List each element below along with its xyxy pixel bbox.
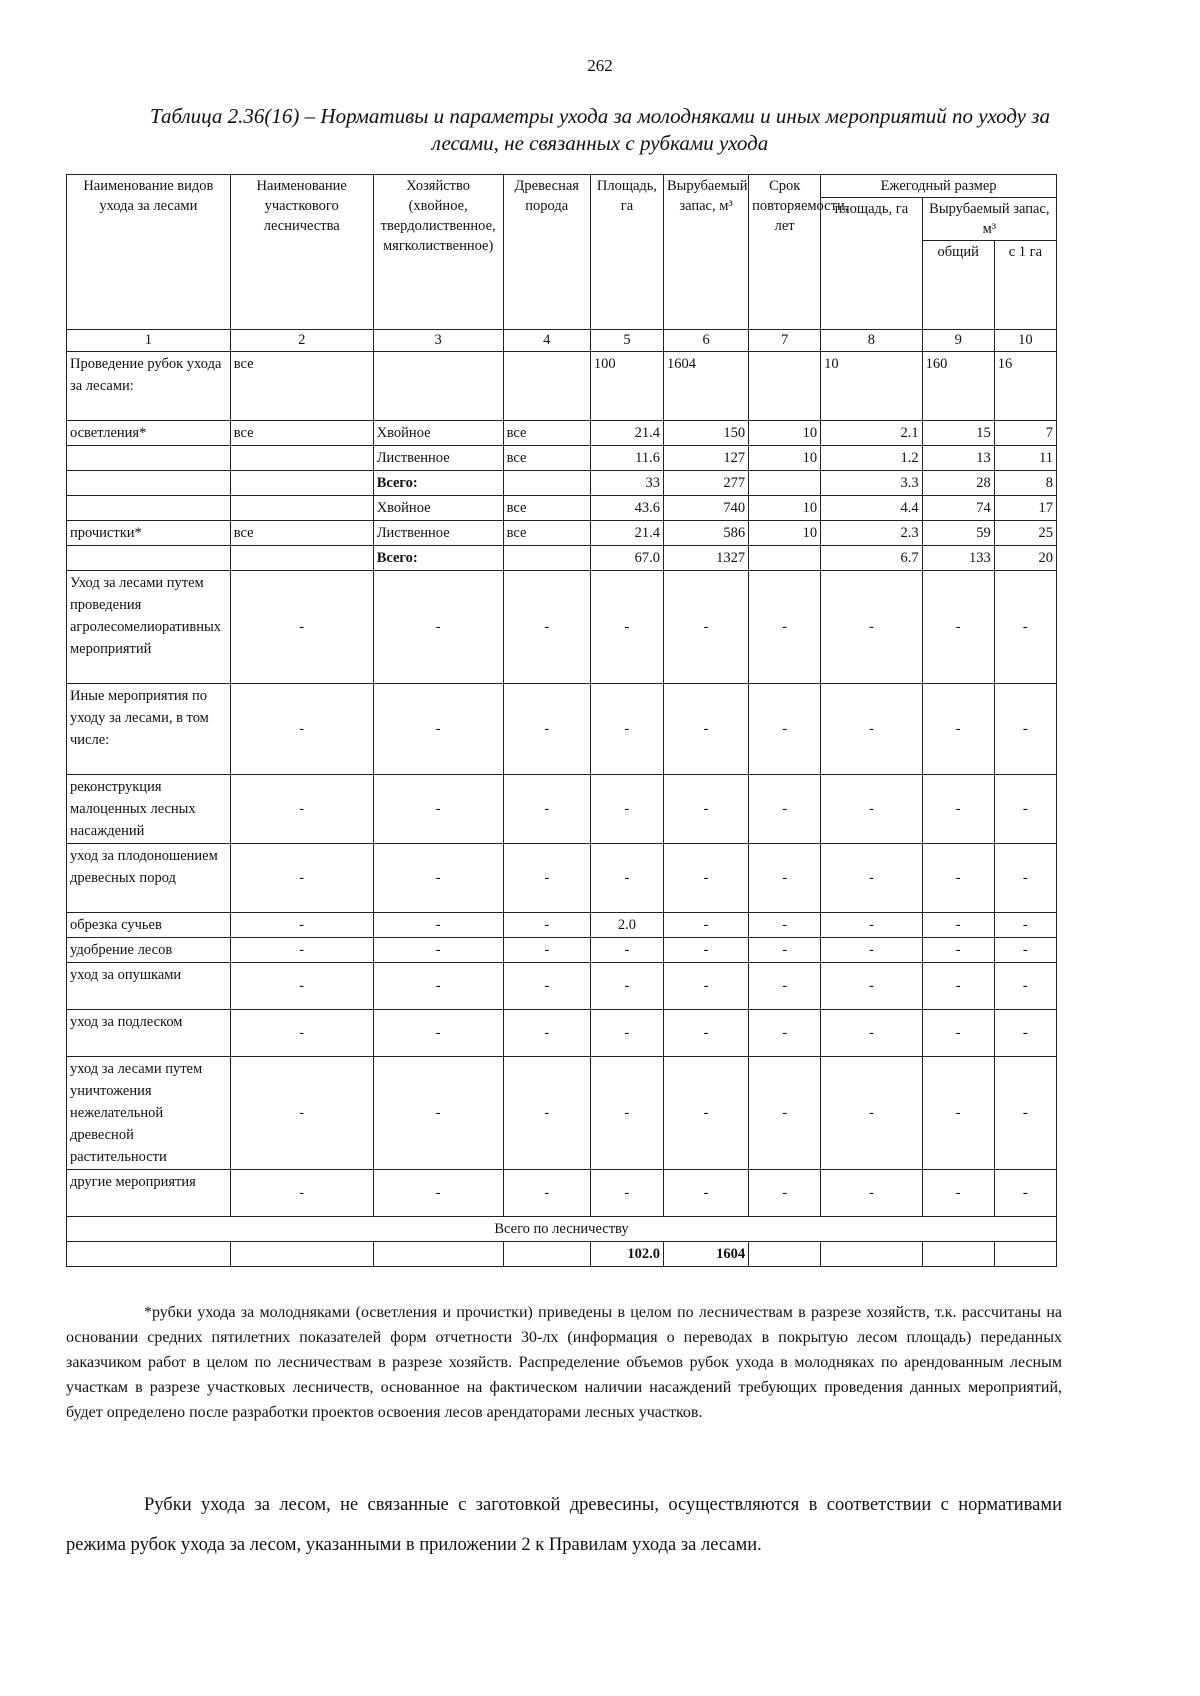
total-label: Всего по лесничеству bbox=[67, 1217, 1057, 1242]
table-cell: - bbox=[821, 1057, 923, 1170]
table-cell: 8 bbox=[994, 471, 1056, 496]
table-cell: - bbox=[373, 571, 503, 684]
table-row bbox=[67, 913, 1057, 938]
table-cell: - bbox=[230, 571, 373, 684]
row-label: уход за лесами путем уничтожения нежелательной древесной растительности bbox=[67, 1057, 231, 1170]
table-cell: 59 bbox=[922, 521, 994, 546]
table-cell bbox=[230, 446, 373, 471]
column-numbers-row bbox=[67, 330, 1057, 352]
row-label: осветления* bbox=[67, 421, 231, 446]
total-cell bbox=[994, 1242, 1056, 1267]
table-row bbox=[67, 1010, 1057, 1057]
table-cell: все bbox=[503, 521, 590, 546]
table-cell: 6.7 bbox=[821, 546, 923, 571]
table-cell: - bbox=[230, 963, 373, 1010]
total-cell bbox=[922, 1242, 994, 1267]
header-annual-size: Ежегодный размер bbox=[821, 175, 1057, 198]
table-cell: - bbox=[664, 963, 749, 1010]
table-cell: - bbox=[664, 844, 749, 913]
table-cell: 10 bbox=[749, 521, 821, 546]
table-cell: - bbox=[994, 913, 1056, 938]
column-number: 4 bbox=[503, 330, 590, 352]
table-cell: - bbox=[503, 684, 590, 775]
table-cell: - bbox=[994, 571, 1056, 684]
table-cell: - bbox=[230, 1170, 373, 1217]
row-label: Проведение рубок ухода за лесами: bbox=[67, 352, 231, 421]
table-cell: 10 bbox=[749, 446, 821, 471]
table-cell bbox=[503, 546, 590, 571]
table-cell: - bbox=[922, 775, 994, 844]
table-cell: все bbox=[503, 421, 590, 446]
table-row bbox=[67, 775, 1057, 844]
table-row bbox=[67, 571, 1057, 684]
table-cell: - bbox=[821, 684, 923, 775]
row-label: уход за плодоношением древесных пород bbox=[67, 844, 231, 913]
table-cell: - bbox=[922, 844, 994, 913]
header-economy: Хозяйство (хвойное, твердолиственное, мягколиственное) bbox=[373, 175, 503, 330]
row-label: Иные мероприятия по уходу за лесами, в том числе: bbox=[67, 684, 231, 775]
table-cell: - bbox=[994, 1010, 1056, 1057]
header-stock-per-ha: с 1 га bbox=[994, 241, 1056, 330]
row-label: удобрение лесов bbox=[67, 938, 231, 963]
table-cell: - bbox=[664, 571, 749, 684]
column-number: 3 bbox=[373, 330, 503, 352]
table-cell: - bbox=[503, 1170, 590, 1217]
table-cell: 17 bbox=[994, 496, 1056, 521]
column-number: 5 bbox=[590, 330, 663, 352]
table-cell: - bbox=[994, 963, 1056, 1010]
row-label: уход за опушками bbox=[67, 963, 231, 1010]
table-cell: - bbox=[821, 1010, 923, 1057]
table-cell: - bbox=[664, 775, 749, 844]
table-cell: 10 bbox=[749, 496, 821, 521]
table-cell: 586 bbox=[664, 521, 749, 546]
table-cell: - bbox=[503, 938, 590, 963]
table-cell: - bbox=[503, 844, 590, 913]
table-cell: - bbox=[373, 775, 503, 844]
table-cell: 43.6 bbox=[590, 496, 663, 521]
table-cell: - bbox=[922, 1057, 994, 1170]
total-cell bbox=[230, 1242, 373, 1267]
table-cell: - bbox=[821, 963, 923, 1010]
table-cell: - bbox=[590, 963, 663, 1010]
table-cell: - bbox=[994, 1057, 1056, 1170]
column-number: 2 bbox=[230, 330, 373, 352]
table-cell: - bbox=[922, 571, 994, 684]
header-species: Древесная порода bbox=[503, 175, 590, 330]
table-cell: - bbox=[922, 1010, 994, 1057]
table-cell: - bbox=[664, 913, 749, 938]
column-number: 7 bbox=[749, 330, 821, 352]
table-cell bbox=[503, 352, 590, 421]
table-row bbox=[67, 1057, 1057, 1170]
column-number: 8 bbox=[821, 330, 923, 352]
table-cell: - bbox=[590, 1010, 663, 1057]
table-cell: - bbox=[230, 775, 373, 844]
table-cell bbox=[503, 471, 590, 496]
body-paragraph: Рубки ухода за лесом, не связанные с заготовкой древесины, осуществляются в соответствии с нормативами режима рубок ухода за лесом, указанными в приложении 2 к Правилам ухода за лесами. bbox=[66, 1495, 1062, 1555]
table-cell bbox=[373, 352, 503, 421]
table-cell: все bbox=[230, 421, 373, 446]
table-cell: 1327 bbox=[664, 546, 749, 571]
table-cell: - bbox=[230, 1057, 373, 1170]
header-area: Площадь, га bbox=[590, 175, 663, 330]
table-cell: 15 bbox=[922, 421, 994, 446]
table-cell: 10 bbox=[749, 421, 821, 446]
table-cell bbox=[230, 546, 373, 571]
table-cell: 740 bbox=[664, 496, 749, 521]
table-cell bbox=[749, 352, 821, 421]
table-row bbox=[67, 521, 1057, 546]
table-cell: 277 bbox=[664, 471, 749, 496]
header-annual-area: площадь, га bbox=[821, 198, 923, 330]
table-cell: - bbox=[749, 844, 821, 913]
table-cell: 67.0 bbox=[590, 546, 663, 571]
header-repeat-period: Срок повторяемости, лет bbox=[749, 175, 821, 330]
table-cell: - bbox=[590, 938, 663, 963]
header-district: Наименование участкового лесничества bbox=[230, 175, 373, 330]
table-cell: - bbox=[922, 938, 994, 963]
table-cell: - bbox=[994, 775, 1056, 844]
table-cell: - bbox=[922, 913, 994, 938]
table-caption: Таблица 2.36(16) – Нормативы и параметры ухода за молодняками и иных мероприятий по уходу за лесами, не связанных с рубками ухода bbox=[150, 104, 1050, 155]
table-row bbox=[67, 546, 1057, 571]
table-cell: - bbox=[994, 1170, 1056, 1217]
table-cell: - bbox=[590, 844, 663, 913]
table-cell: - bbox=[230, 1010, 373, 1057]
table-cell: - bbox=[373, 1170, 503, 1217]
table-cell: все bbox=[503, 446, 590, 471]
table-cell: - bbox=[373, 1057, 503, 1170]
table-cell: - bbox=[821, 913, 923, 938]
table-cell: - bbox=[749, 938, 821, 963]
table-cell: - bbox=[994, 684, 1056, 775]
column-number: 10 bbox=[994, 330, 1056, 352]
table-cell: 10 bbox=[821, 352, 923, 421]
page-number: 262 bbox=[587, 56, 613, 75]
table-row bbox=[67, 446, 1057, 471]
table-cell: 33 bbox=[590, 471, 663, 496]
table-cell: 16 bbox=[994, 352, 1056, 421]
table-cell: - bbox=[230, 844, 373, 913]
table-cell: - bbox=[749, 963, 821, 1010]
table-cell bbox=[749, 546, 821, 571]
table-cell bbox=[230, 496, 373, 521]
table-cell: - bbox=[590, 571, 663, 684]
table-cell bbox=[230, 471, 373, 496]
table-cell: 28 bbox=[922, 471, 994, 496]
table-cell: 1604 bbox=[664, 352, 749, 421]
table-row bbox=[67, 1170, 1057, 1217]
table-cell: 21.4 bbox=[590, 421, 663, 446]
table-cell: - bbox=[503, 963, 590, 1010]
table-cell: Хвойное bbox=[373, 421, 503, 446]
table-cell: 2.0 bbox=[590, 913, 663, 938]
table-cell: - bbox=[373, 963, 503, 1010]
header-care-type: Наименование видов ухода за лесами bbox=[67, 175, 231, 330]
table-cell: - bbox=[749, 571, 821, 684]
table-cell: 74 bbox=[922, 496, 994, 521]
table-cell: - bbox=[664, 938, 749, 963]
table-cell: Лиственное bbox=[373, 446, 503, 471]
row-label bbox=[67, 496, 231, 521]
row-label: уход за подлеском bbox=[67, 1010, 231, 1057]
table-cell: 133 bbox=[922, 546, 994, 571]
table-row bbox=[67, 938, 1057, 963]
table-cell: 4.4 bbox=[821, 496, 923, 521]
total-cell bbox=[821, 1242, 923, 1267]
table-row bbox=[67, 496, 1057, 521]
table-cell: - bbox=[922, 1170, 994, 1217]
table-cell: 3.3 bbox=[821, 471, 923, 496]
table-cell: все bbox=[503, 496, 590, 521]
table-cell: - bbox=[664, 1170, 749, 1217]
table-cell: - bbox=[503, 913, 590, 938]
table-cell: 2.1 bbox=[821, 421, 923, 446]
total-cell: 102.0 bbox=[590, 1242, 663, 1267]
table-cell: - bbox=[749, 1057, 821, 1170]
total-cell bbox=[503, 1242, 590, 1267]
row-label: прочистки* bbox=[67, 521, 231, 546]
table-row bbox=[67, 352, 1057, 421]
table-cell: 25 bbox=[994, 521, 1056, 546]
row-label bbox=[67, 471, 231, 496]
row-label bbox=[67, 446, 231, 471]
table-cell: 127 bbox=[664, 446, 749, 471]
table-cell: - bbox=[821, 938, 923, 963]
column-number: 6 bbox=[664, 330, 749, 352]
row-label: обрезка сучьев bbox=[67, 913, 231, 938]
table-cell: - bbox=[664, 1010, 749, 1057]
table-cell: - bbox=[749, 913, 821, 938]
table-cell bbox=[749, 471, 821, 496]
table-cell: - bbox=[373, 1010, 503, 1057]
table-cell: 11.6 bbox=[590, 446, 663, 471]
row-label bbox=[67, 546, 231, 571]
table-cell: - bbox=[664, 684, 749, 775]
table-cell: 150 bbox=[664, 421, 749, 446]
table-cell: - bbox=[821, 1170, 923, 1217]
column-number: 1 bbox=[67, 330, 231, 352]
table-cell: - bbox=[821, 571, 923, 684]
footnote: *рубки ухода за молодняками (осветления и прочистки) приведены в целом по лесничествам в разрезе хозяйств, т.к. рассчитаны на основании средних пятилетних показателей форм отчетности 30-лх (информация о переводах в покрытую лесом площадь) переданных заказчиком работ в целом по лесничествам в разрезе хозяйств. Распределение объемов рубок ухода в молодняках по арендованным лесным участкам в разрезе участковых лесничеств, основанное на фактическом наличии насаждений требующих проведения данных мероприятий, будет определено после разработки проектов освоения лесов арендаторами лесных участков. bbox=[66, 1304, 1062, 1421]
table-cell: 2.3 bbox=[821, 521, 923, 546]
table-cell: Лиственное bbox=[373, 521, 503, 546]
table-cell: - bbox=[230, 684, 373, 775]
table-row bbox=[67, 684, 1057, 775]
table-cell: - bbox=[749, 1010, 821, 1057]
table-row bbox=[67, 421, 1057, 446]
table-cell: - bbox=[373, 684, 503, 775]
row-label: Уход за лесами путем проведения агролесомелиоративных мероприятий bbox=[67, 571, 231, 684]
table-cell: 1.2 bbox=[821, 446, 923, 471]
table-cell: - bbox=[590, 1057, 663, 1170]
total-cell bbox=[67, 1242, 231, 1267]
table-cell: - bbox=[503, 1010, 590, 1057]
table-cell: Хвойное bbox=[373, 496, 503, 521]
table-cell: - bbox=[922, 684, 994, 775]
table-cell: - bbox=[994, 844, 1056, 913]
table-cell: - bbox=[749, 775, 821, 844]
total-cell bbox=[373, 1242, 503, 1267]
header-stock-total: общий bbox=[922, 241, 994, 330]
table-cell: 21.4 bbox=[590, 521, 663, 546]
table-cell: 11 bbox=[994, 446, 1056, 471]
total-cell: 1604 bbox=[664, 1242, 749, 1267]
table-cell: - bbox=[373, 938, 503, 963]
table-cell: - bbox=[373, 844, 503, 913]
table-cell: 13 bbox=[922, 446, 994, 471]
row-label: реконструкция малоценных лесных насаждений bbox=[67, 775, 231, 844]
table-cell: - bbox=[590, 684, 663, 775]
total-cell bbox=[749, 1242, 821, 1267]
table-row bbox=[67, 844, 1057, 913]
table-cell: - bbox=[821, 775, 923, 844]
total-label-row bbox=[67, 1217, 1057, 1242]
care-norms-table bbox=[66, 174, 1057, 1267]
table-cell: - bbox=[590, 775, 663, 844]
table-cell: - bbox=[503, 571, 590, 684]
table-cell: - bbox=[749, 684, 821, 775]
table-cell: - bbox=[230, 913, 373, 938]
table-cell: - bbox=[503, 1057, 590, 1170]
table-cell: - bbox=[230, 938, 373, 963]
table-cell: - bbox=[503, 775, 590, 844]
table-cell: Всего: bbox=[373, 546, 503, 571]
table-cell: - bbox=[922, 963, 994, 1010]
header-annual-stock: Вырубаемый запас, м³ bbox=[922, 198, 1056, 241]
table-cell: - bbox=[994, 938, 1056, 963]
table-cell: 160 bbox=[922, 352, 994, 421]
table-row bbox=[67, 963, 1057, 1010]
table-cell: - bbox=[373, 913, 503, 938]
table-cell: 20 bbox=[994, 546, 1056, 571]
table-cell: все bbox=[230, 352, 373, 421]
table-cell: Всего: bbox=[373, 471, 503, 496]
table-cell: - bbox=[590, 1170, 663, 1217]
column-number: 9 bbox=[922, 330, 994, 352]
header-stock: Вырубаемый запас, м³ bbox=[664, 175, 749, 330]
row-label: другие мероприятия bbox=[67, 1170, 231, 1217]
table-cell: все bbox=[230, 521, 373, 546]
table-cell: - bbox=[749, 1170, 821, 1217]
table-cell: - bbox=[821, 844, 923, 913]
table-cell: 100 bbox=[590, 352, 663, 421]
total-values-row bbox=[67, 1242, 1057, 1267]
table-cell: 7 bbox=[994, 421, 1056, 446]
table-row bbox=[67, 471, 1057, 496]
table-cell: - bbox=[664, 1057, 749, 1170]
